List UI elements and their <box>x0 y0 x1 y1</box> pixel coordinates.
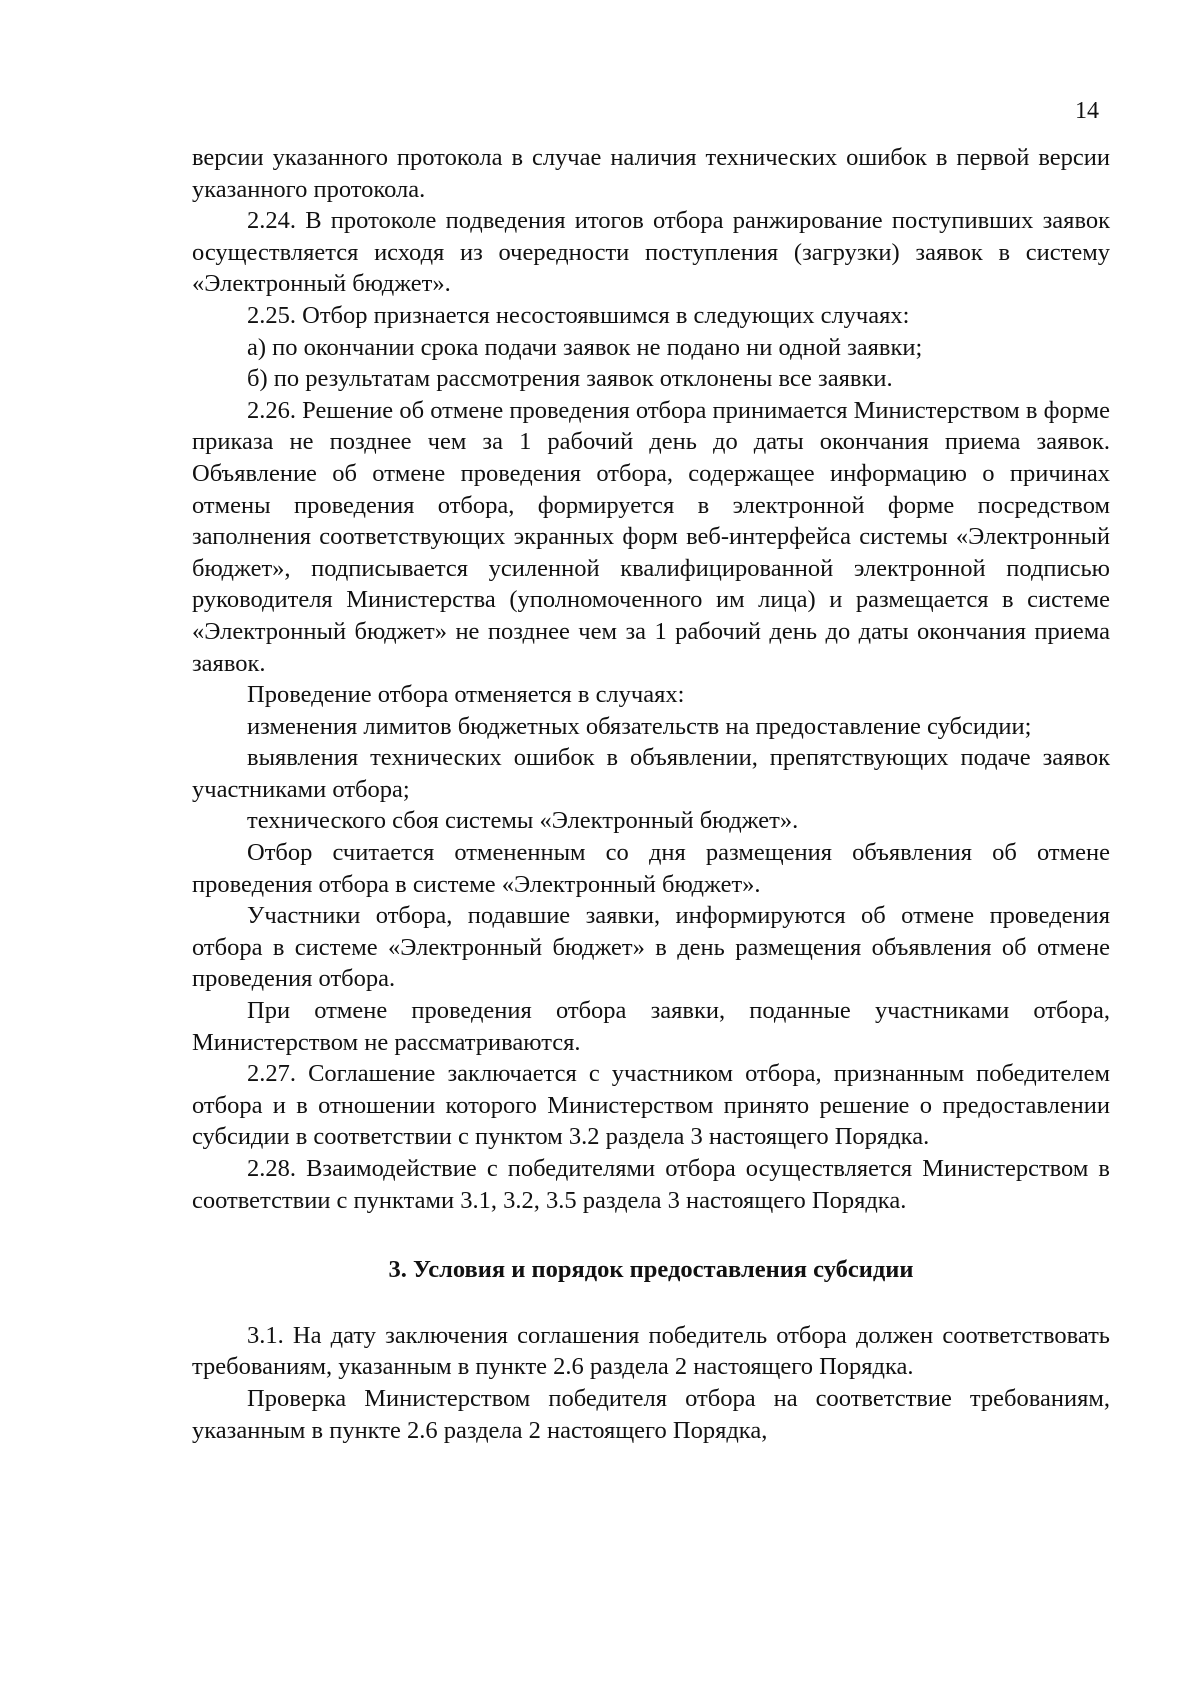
paragraph: 3.1. На дату заключения соглашения победитель отбора должен соответствовать требованиям, указанным в пункте 2.6 раздела 2 настоящего Порядка. <box>192 1321 1110 1381</box>
paragraph: технического сбоя системы «Электронный бюджет». <box>247 807 799 835</box>
paragraph: Проверка Министерством победителя отбора на соответствие требованиям, указанным в пункте 2.6 раздела 2 настоящего Порядка, <box>192 1384 1110 1444</box>
paragraph: версии указанного протокола в случае наличия технических ошибок в первой версии указанного протокола. <box>192 144 1110 203</box>
section-heading: 3. Условия и порядок предоставления субсидии <box>388 1256 914 1284</box>
paragraph: б) по результатам рассмотрения заявок отклонены все заявки. <box>247 365 893 393</box>
paragraph: Участники отбора, подавшие заявки, информируются об отмене проведения отбора в системе «Электронный бюджет» в день размещения объявления об отмене проведения отбора. <box>192 902 1110 993</box>
paragraph: 2.28. Взаимодействие с победителями отбора осуществляется Министерством в соответствии с пунктами 3.1, 3.2, 3.5 раздела 3 настоящего Порядка. <box>192 1155 1110 1214</box>
paragraph: Отбор считается отмененным со дня размещения объявления об отмене проведения отбора в системе «Электронный бюджет». <box>192 839 1110 898</box>
page-number: 14 <box>1075 98 1099 124</box>
paragraph: 2.27. Соглашение заключается с участником отбора, признанным победителем отбора и в отношении которого Министерством принято решение о предоставлении субсидии в соответствии с пунктом 3.2 раздела 3 настоящего Порядка. <box>192 1060 1110 1151</box>
paragraph: изменения лимитов бюджетных обязательств на предоставление субсидии; <box>247 712 1032 740</box>
paragraph: 2.24. В протоколе подведения итогов отбора ранжирование поступивших заявок осуществляется исходя из очередности поступления (загрузки) заявок в систему «Электронный бюджет». <box>192 207 1110 298</box>
paragraph: При отмене проведения отбора заявки, поданные участниками отбора, Министерством не рассматриваются. <box>192 997 1110 1056</box>
paragraph: Проведение отбора отменяется в случаях: <box>247 681 685 709</box>
paragraph: а) по окончании срока подачи заявок не подано ни одной заявки; <box>247 333 923 361</box>
document-body <box>192 142 1110 1446</box>
paragraph: выявления технических ошибок в объявлении, препятствующих подаче заявок участниками отбора; <box>192 744 1110 803</box>
paragraph: 2.26. Решение об отмене проведения отбора принимается Министерством в форме приказа не позднее чем за 1 рабочий день до даты окончания приема заявок. Объявление об отмене проведения отбора, содержащее информацию о причинах отмены проведения отбора, формируется в электронной форме посредством заполнения соответствующих экранных форм веб-интерфейса системы «Электронный бюджет», подписывается усиленной квалифицированной электронной подписью руководителя Министерства (уполномоченного им лица) и размещается в системе «Электронный бюджет» не позднее чем за 1 рабочий день до даты окончания приема заявок. <box>192 396 1110 677</box>
paragraph: 2.25. Отбор признается несостоявшимся в следующих случаях: <box>247 301 910 329</box>
